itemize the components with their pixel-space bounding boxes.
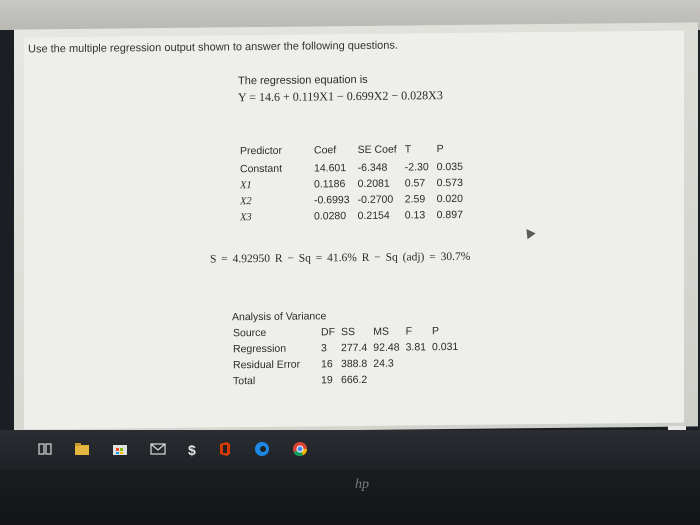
col-t: T: [404, 143, 412, 156]
ms-cell: 92.48: [373, 341, 400, 354]
predictor-cell: X2: [240, 195, 252, 207]
df-cell: 16: [321, 358, 333, 371]
col-predictor: Predictor: [240, 144, 283, 158]
store-icon[interactable]: [112, 442, 128, 458]
summary-statistics: S = 4.92950 R − Sq = 41.6% R − Sq (adj) = 30.7%: [210, 250, 471, 266]
laptop-keyboard-deck: [0, 470, 700, 525]
document-page: [24, 31, 684, 430]
table-row: [230, 371, 461, 389]
se-coef-cell: -6.348: [357, 161, 388, 174]
office-icon[interactable]: [218, 441, 232, 459]
taskbar: [0, 430, 700, 470]
t-cell: 0.57: [404, 177, 426, 190]
predictor-cell: Constant: [240, 162, 283, 176]
col-df: DF: [321, 326, 335, 339]
ss-cell: 666.2: [341, 373, 368, 387]
ms-cell: 24.3: [373, 357, 394, 370]
t-cell: 0.13: [404, 209, 426, 222]
df-cell: 3: [321, 342, 327, 355]
p-cell: [429, 355, 461, 371]
col-f: F: [405, 325, 412, 338]
ss-cell: 388.8: [341, 357, 368, 371]
col-ms: MS: [373, 325, 390, 338]
hp-logo: hp: [355, 477, 369, 492]
question-text: Use the multiple regression output shown to answer the following questions.: [28, 39, 398, 56]
t-cell: 2.59: [404, 193, 426, 206]
col-coef: Coef: [314, 144, 337, 157]
file-explorer-icon[interactable]: [74, 442, 90, 458]
p-cell: 0.020: [436, 192, 463, 206]
coef-cell: 0.0280: [314, 210, 347, 223]
dollar-icon[interactable]: $: [188, 442, 196, 458]
p-cell: 0.031: [432, 340, 459, 354]
se-coef-cell: 0.2154: [357, 209, 390, 222]
se-coef-cell: 0.2081: [357, 177, 390, 190]
regression-equation: Y = 14.6 + 0.119X1 − 0.699X2 − 0.028X3: [238, 88, 443, 105]
df-cell: 19: [321, 374, 333, 387]
chrome-icon[interactable]: [292, 441, 308, 459]
coef-cell: 0.1186: [314, 178, 346, 191]
coef-cell: 14.601: [314, 162, 347, 175]
f-cell: [403, 371, 429, 387]
source-cell: Total: [233, 375, 256, 388]
p-cell: 0.573: [436, 176, 463, 190]
ms-cell: [370, 372, 402, 388]
laptop-screen: [14, 22, 698, 433]
source-cell: Residual Error: [233, 358, 301, 372]
anova-title: Analysis of Variance: [232, 310, 327, 324]
p-cell: 0.897: [436, 208, 463, 222]
se-coef-cell: -0.2700: [357, 193, 394, 206]
col-p: P: [436, 143, 444, 156]
edge-icon[interactable]: [254, 441, 270, 459]
source-cell: Regression: [233, 342, 287, 356]
f-cell: 3.81: [405, 341, 426, 354]
anova-table: [230, 323, 461, 389]
col-p: P: [432, 325, 440, 338]
t-cell: -2.30: [404, 161, 429, 174]
col-ss: SS: [341, 326, 356, 339]
mouse-cursor-icon: [522, 226, 535, 239]
table-row: [236, 207, 467, 225]
predictor-cell: X1: [240, 179, 252, 191]
coef-cell: -0.6993: [314, 194, 350, 207]
predictor-cell: X3: [240, 211, 252, 223]
col-source: Source: [233, 326, 267, 340]
coef-header-row: [236, 141, 467, 161]
coefficient-table: [236, 141, 467, 225]
equation-title: The regression equation is: [238, 73, 368, 88]
f-cell: [403, 355, 429, 371]
taskview-icon[interactable]: [38, 442, 52, 458]
p-cell: 0.035: [436, 160, 463, 174]
ss-cell: 277.4: [341, 341, 368, 355]
mail-icon[interactable]: [150, 443, 166, 457]
col-se-coef: SE Coef: [357, 143, 397, 156]
p-cell: [429, 371, 461, 387]
